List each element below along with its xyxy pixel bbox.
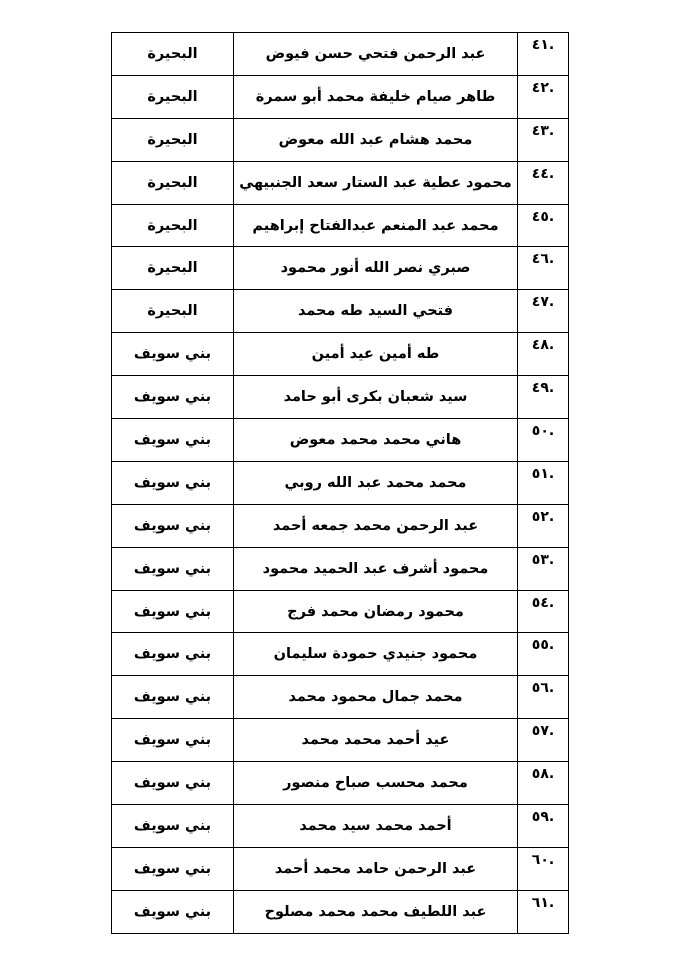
person-name: أحمد محمد سيد محمد — [234, 805, 518, 848]
row-number: .٥٤ — [518, 590, 569, 633]
row-number: .٤٢ — [518, 75, 569, 118]
row-number: .٥٥ — [518, 633, 569, 676]
person-name: طاهر صيام خليفة محمد أبو سمرة — [234, 75, 518, 118]
person-name: محمد محمد عبد الله روبي — [234, 461, 518, 504]
person-name: محمد هشام عبد الله معوض — [234, 118, 518, 161]
governorate: بني سويف — [112, 676, 234, 719]
governorate: بني سويف — [112, 762, 234, 805]
table-row — [112, 333, 569, 376]
row-number: .٥٠ — [518, 419, 569, 462]
person-name: محمد عبد المنعم عبدالفتاح إبراهيم — [234, 204, 518, 247]
row-number: .٤١ — [518, 33, 569, 76]
table-row — [112, 590, 569, 633]
row-number: .٤٥ — [518, 204, 569, 247]
person-name: عيد أحمد محمد محمد — [234, 719, 518, 762]
row-number: .٦١ — [518, 890, 569, 933]
governorate: بني سويف — [112, 590, 234, 633]
table-row — [112, 633, 569, 676]
governorate: بني سويف — [112, 419, 234, 462]
person-name: فتحي السيد طه محمد — [234, 290, 518, 333]
governorate: البحيرة — [112, 247, 234, 290]
row-number: .٤٧ — [518, 290, 569, 333]
governorate: البحيرة — [112, 204, 234, 247]
row-number: .٥٧ — [518, 719, 569, 762]
governorate: بني سويف — [112, 633, 234, 676]
table-row — [112, 805, 569, 848]
person-name: محمد جمال محمود محمد — [234, 676, 518, 719]
table-row — [112, 204, 569, 247]
table-row — [112, 376, 569, 419]
governorate: البحيرة — [112, 118, 234, 161]
table-row — [112, 290, 569, 333]
governorate: بني سويف — [112, 847, 234, 890]
row-number: .٤٤ — [518, 161, 569, 204]
governorate: بني سويف — [112, 376, 234, 419]
table-row — [112, 547, 569, 590]
person-name: عبد الرحمن محمد جمعه أحمد — [234, 504, 518, 547]
governorate: بني سويف — [112, 719, 234, 762]
person-name: هاني محمد محمد معوض — [234, 419, 518, 462]
governorate: بني سويف — [112, 333, 234, 376]
person-name: صبري نصر الله أنور محمود — [234, 247, 518, 290]
person-name: محمود أشرف عبد الحميد محمود — [234, 547, 518, 590]
table-row — [112, 33, 569, 76]
table-row — [112, 504, 569, 547]
table-row — [112, 461, 569, 504]
table-row — [112, 419, 569, 462]
governorate: بني سويف — [112, 504, 234, 547]
person-name: محمد محسب صباح منصور — [234, 762, 518, 805]
person-name: محمود رمضان محمد فرج — [234, 590, 518, 633]
table-row — [112, 890, 569, 933]
governorate: البحيرة — [112, 33, 234, 76]
row-number: .٤٦ — [518, 247, 569, 290]
row-number: .٥٢ — [518, 504, 569, 547]
person-name: عبد اللطيف محمد محمد مصلوح — [234, 890, 518, 933]
table-row — [112, 847, 569, 890]
row-number: .٥٦ — [518, 676, 569, 719]
person-name: محمود عطية عبد الستار سعد الجنبيهي — [234, 161, 518, 204]
governorate: بني سويف — [112, 461, 234, 504]
row-number: .٤٨ — [518, 333, 569, 376]
table-row — [112, 247, 569, 290]
row-number: .٥١ — [518, 461, 569, 504]
names-table — [111, 32, 569, 934]
table-row — [112, 719, 569, 762]
person-name: طه أمين عيد أمين — [234, 333, 518, 376]
governorate: البحيرة — [112, 75, 234, 118]
row-number: .٤٩ — [518, 376, 569, 419]
governorate: بني سويف — [112, 805, 234, 848]
governorate: بني سويف — [112, 547, 234, 590]
person-name: سيد شعبان بكرى أبو حامد — [234, 376, 518, 419]
table-row — [112, 762, 569, 805]
table-row — [112, 676, 569, 719]
row-number: .٤٣ — [518, 118, 569, 161]
table-row — [112, 75, 569, 118]
person-name: محمود جنيدي حمودة سليمان — [234, 633, 518, 676]
names-table-body — [112, 33, 569, 934]
row-number: .٥٩ — [518, 805, 569, 848]
row-number: .٥٣ — [518, 547, 569, 590]
person-name: عبد الرحمن فتحي حسن فيوض — [234, 33, 518, 76]
row-number: .٥٨ — [518, 762, 569, 805]
governorate: بني سويف — [112, 890, 234, 933]
person-name: عبد الرحمن حامد محمد أحمد — [234, 847, 518, 890]
table-row — [112, 161, 569, 204]
row-number: .٦٠ — [518, 847, 569, 890]
governorate: البحيرة — [112, 290, 234, 333]
table-row — [112, 118, 569, 161]
governorate: البحيرة — [112, 161, 234, 204]
